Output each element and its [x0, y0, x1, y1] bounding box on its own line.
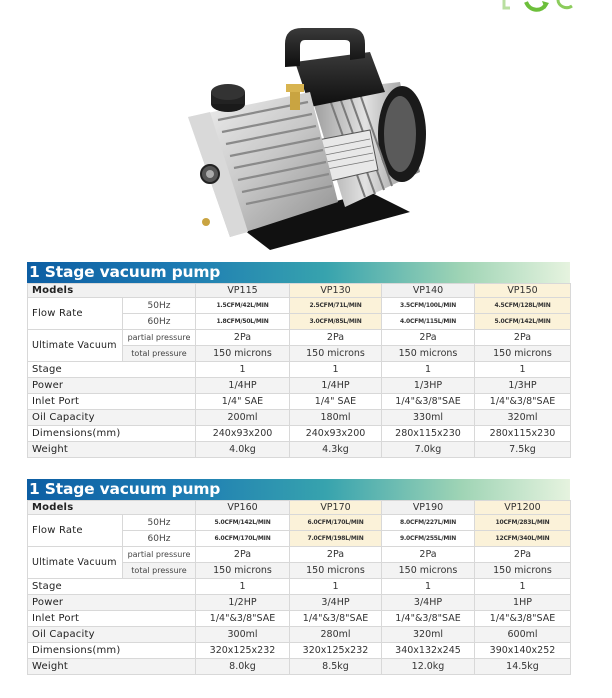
cell-value: 1/4HP — [196, 378, 290, 394]
row-label: Stage — [28, 579, 196, 595]
cell-value: 1/4HP — [290, 378, 382, 394]
inlet-port-row — [28, 394, 571, 410]
row-label: Oil Capacity — [28, 410, 196, 426]
hz-label: 60Hz — [123, 531, 196, 547]
model-name: VP160 — [196, 501, 290, 515]
pressure-value: 2Pa — [290, 547, 382, 563]
flow-rate-label: Flow Rate — [28, 515, 123, 547]
partial-pressure-row — [28, 547, 571, 563]
cell-value: 4.0kg — [196, 442, 290, 458]
model-name: VP170 — [290, 501, 382, 515]
cell-value: 1/4"&3/8"SAE — [196, 611, 290, 627]
cell-value: 1 — [290, 579, 382, 595]
cell-value: 280x115x230 — [475, 426, 571, 442]
model-name: VP190 — [382, 501, 475, 515]
power-row — [28, 595, 571, 611]
cell-value: 1/2HP — [196, 595, 290, 611]
model-name: VP1200 — [475, 501, 571, 515]
cell-value: 320ml — [382, 627, 475, 643]
cell-value: 390x140x252 — [475, 643, 571, 659]
cell-value: 1 — [196, 579, 290, 595]
flow-value: 4.5CFM/128L/MIN — [475, 298, 571, 314]
pressure-value: 2Pa — [382, 330, 475, 346]
flow-value: 5.0CFM/142L/MIN — [196, 515, 290, 531]
row-label: Inlet Port — [28, 394, 196, 410]
ultimate-vacuum-label: Ultimate Vacuum — [28, 547, 123, 579]
partial-pressure-label: partial pressure — [123, 330, 196, 346]
row-label: Oil Capacity — [28, 627, 196, 643]
pressure-value: 150 microns — [290, 346, 382, 362]
cell-value: 7.0kg — [382, 442, 475, 458]
pressure-value: 150 microns — [196, 563, 290, 579]
cell-value: 12.0kg — [382, 659, 475, 675]
cell-value: 1/4" SAE — [196, 394, 290, 410]
flow-rate-50hz-row — [28, 515, 571, 531]
cell-value: 180ml — [290, 410, 382, 426]
hz-label: 50Hz — [123, 515, 196, 531]
cell-value: 1 — [196, 362, 290, 378]
flow-value: 8.0CFM/227L/MIN — [382, 515, 475, 531]
vacuum-pump-image — [170, 22, 440, 254]
cell-value: 4.3kg — [290, 442, 382, 458]
cell-value: 300ml — [196, 627, 290, 643]
pressure-value: 2Pa — [196, 547, 290, 563]
cell-value: 280ml — [290, 627, 382, 643]
cell-value: 1 — [382, 362, 475, 378]
flow-value: 3.0CFM/85L/MIN — [290, 314, 382, 330]
ultimate-vacuum-label: Ultimate Vacuum — [28, 330, 123, 362]
models-label: Models — [28, 501, 196, 515]
spec-section-1 — [27, 262, 570, 458]
cell-value: 330ml — [382, 410, 475, 426]
cell-value: 1/4"&3/8"SAE — [382, 394, 475, 410]
row-label: Inlet Port — [28, 611, 196, 627]
cell-value: 1/4"&3/8"SAE — [475, 611, 571, 627]
oil-capacity-row — [28, 410, 571, 426]
dimensions-row — [28, 643, 571, 659]
flow-value: 2.5CFM/71L/MIN — [290, 298, 382, 314]
cell-value: 1/4"&3/8"SAE — [382, 611, 475, 627]
cell-value: 8.0kg — [196, 659, 290, 675]
row-label: Stage — [28, 362, 196, 378]
flow-value: 10CFM/283L/MIN — [475, 515, 571, 531]
models-row — [28, 501, 571, 515]
cell-value: 240x93x200 — [196, 426, 290, 442]
cell-value: 1HP — [475, 595, 571, 611]
flow-value: 6.0CFM/170L/MIN — [196, 531, 290, 547]
stage-row — [28, 579, 571, 595]
pressure-value: 2Pa — [475, 330, 571, 346]
flow-value: 9.0CFM/255L/MIN — [382, 531, 475, 547]
cell-value: 14.5kg — [475, 659, 571, 675]
pressure-value: 150 microns — [475, 563, 571, 579]
cell-value: 1/4"&3/8"SAE — [475, 394, 571, 410]
flow-value: 5.0CFM/142L/MIN — [475, 314, 571, 330]
spec-table-2 — [27, 500, 571, 675]
pressure-value: 150 microns — [290, 563, 382, 579]
cell-value: 1 — [475, 362, 571, 378]
model-name: VP115 — [196, 284, 290, 298]
partial-pressure-row — [28, 330, 571, 346]
row-label: Dimensions(mm) — [28, 643, 196, 659]
oil-capacity-row — [28, 627, 571, 643]
flow-value: 3.5CFM/100L/MIN — [382, 298, 475, 314]
cell-value: 1 — [290, 362, 382, 378]
pressure-value: 150 microns — [475, 346, 571, 362]
cell-value: 1 — [475, 579, 571, 595]
pressure-value: 2Pa — [196, 330, 290, 346]
pressure-value: 2Pa — [290, 330, 382, 346]
section-title: 1 Stage vacuum pump — [27, 262, 570, 283]
cell-value: 8.5kg — [290, 659, 382, 675]
inlet-port-row — [28, 611, 571, 627]
dimensions-row — [28, 426, 571, 442]
cell-value: 1/4"&3/8"SAE — [290, 611, 382, 627]
cell-value: 320x125x232 — [196, 643, 290, 659]
row-label: Weight — [28, 659, 196, 675]
flow-value: 1.8CFM/50L/MIN — [196, 314, 290, 330]
row-label: Power — [28, 378, 196, 394]
cell-value: 3/4HP — [290, 595, 382, 611]
spec-table-1 — [27, 283, 571, 458]
hz-label: 50Hz — [123, 298, 196, 314]
flow-rate-label: Flow Rate — [28, 298, 123, 330]
total-pressure-label: total pressure — [123, 563, 196, 579]
cell-value: 3/4HP — [382, 595, 475, 611]
models-row — [28, 284, 571, 298]
cell-value: 320x125x232 — [290, 643, 382, 659]
row-label: Dimensions(mm) — [28, 426, 196, 442]
flow-rate-50hz-row — [28, 298, 571, 314]
cell-value: 1/4" SAE — [290, 394, 382, 410]
pressure-value: 150 microns — [196, 346, 290, 362]
spec-section-2 — [27, 479, 570, 675]
section-title: 1 Stage vacuum pump — [27, 479, 570, 500]
pressure-value: 150 microns — [382, 563, 475, 579]
cell-value: 320ml — [475, 410, 571, 426]
model-name: VP150 — [475, 284, 571, 298]
flow-value: 1.5CFM/42L/MIN — [196, 298, 290, 314]
models-label: Models — [28, 284, 196, 298]
recycle-arrows-icon — [496, 0, 596, 18]
partial-pressure-label: partial pressure — [123, 547, 196, 563]
cell-value: 340x132x245 — [382, 643, 475, 659]
hz-label: 60Hz — [123, 314, 196, 330]
cell-value: 280x115x230 — [382, 426, 475, 442]
power-row — [28, 378, 571, 394]
cell-value: 200ml — [196, 410, 290, 426]
flow-value: 4.0CFM/115L/MIN — [382, 314, 475, 330]
weight-row — [28, 659, 571, 675]
cell-value: 7.5kg — [475, 442, 571, 458]
row-label: Power — [28, 595, 196, 611]
flow-value: 6.0CFM/170L/MIN — [290, 515, 382, 531]
cell-value: 600ml — [475, 627, 571, 643]
weight-row — [28, 442, 571, 458]
total-pressure-label: total pressure — [123, 346, 196, 362]
model-name: VP140 — [382, 284, 475, 298]
cell-value: 1/3HP — [382, 378, 475, 394]
flow-value: 7.0CFM/198L/MIN — [290, 531, 382, 547]
flow-value: 12CFM/340L/MIN — [475, 531, 571, 547]
pressure-value: 2Pa — [475, 547, 571, 563]
model-name: VP130 — [290, 284, 382, 298]
cell-value: 1/3HP — [475, 378, 571, 394]
row-label: Weight — [28, 442, 196, 458]
pressure-value: 150 microns — [382, 346, 475, 362]
cell-value: 240x93x200 — [290, 426, 382, 442]
cell-value: 1 — [382, 579, 475, 595]
pressure-value: 2Pa — [382, 547, 475, 563]
stage-row — [28, 362, 571, 378]
